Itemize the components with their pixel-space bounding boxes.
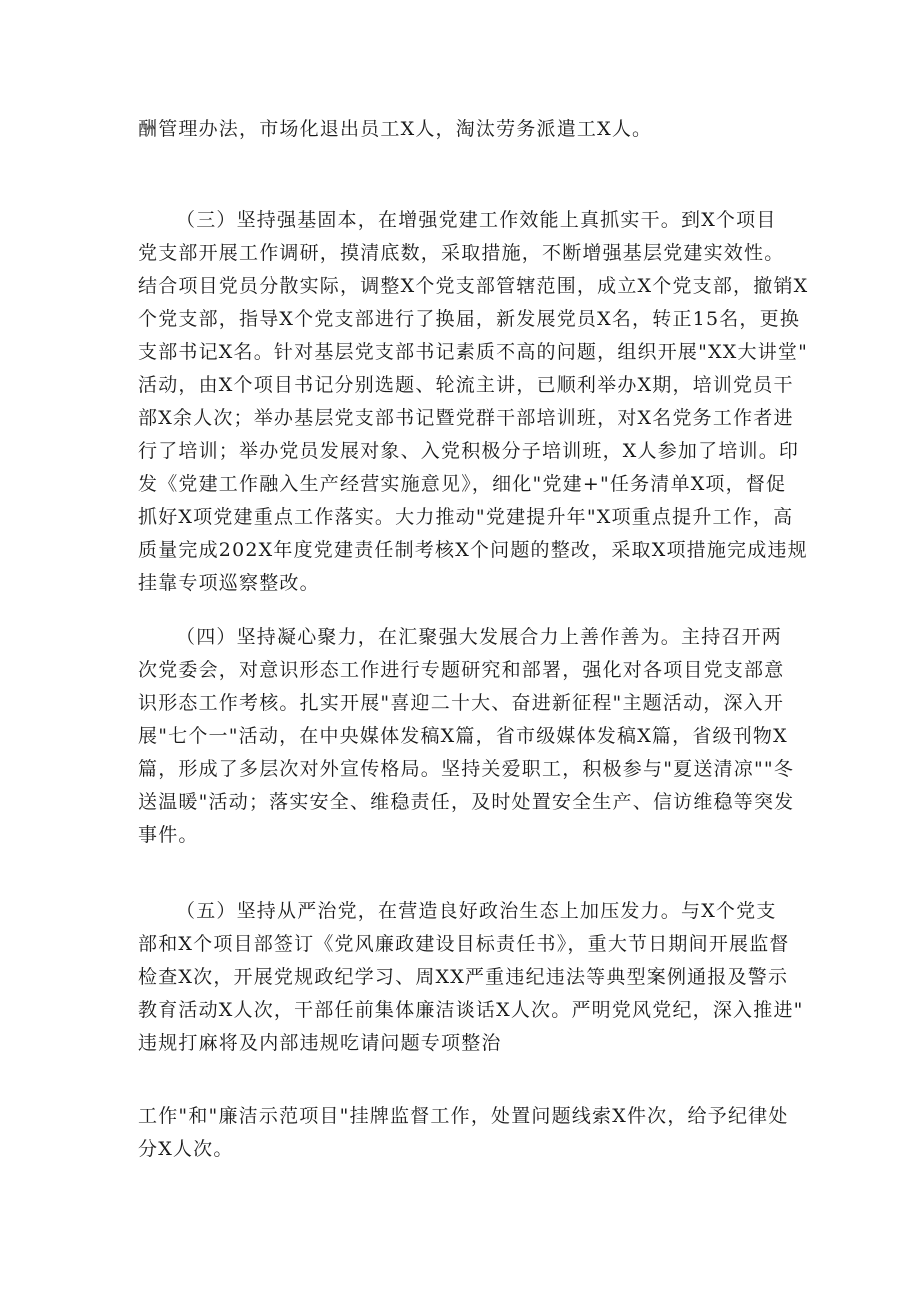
text-line: 结合项目党员分散实际，调整X个党支部管辖范围，成立X个党支部，撤销X: [138, 275, 809, 297]
text-line: 党支部开展工作调研，摸清底数，采取措施，不断增强基层党建实效性。: [138, 242, 785, 264]
text-line: 教育活动X人次，干部任前集体廉洁谈话X人次。严明党风党纪，深入推进": [138, 999, 804, 1021]
paragraph-section-5: [138, 895, 804, 1060]
text-line: 部和X个项目部签订《党风廉政建设目标责任书》，重大节日期间开展监督: [138, 933, 790, 955]
text-line: 个党支部，指导X个党支部进行了换届，新发展党员X名，转正15名，更换: [138, 308, 801, 330]
text-line: （四）坚持凝心聚力，在汇聚强大发展合力上善作善为。主持召开两: [176, 626, 783, 648]
text-line: 部X余人次；举办基层党支部书记暨党群干部培训班，对X名党务工作者进: [138, 407, 794, 429]
text-line: 篇，形成了多层次对外宣传格局。坚持关爱职工，积极参与"夏送清凉""冬: [138, 758, 795, 780]
text-line: 质量完成202X年度党建责任制考核X个问题的整改，采取X项措施完成违规: [138, 539, 808, 561]
text-line: 次党委会，对意识形态工作进行专题研究和部署，强化对各项目党支部意: [138, 659, 785, 681]
text-line: 行了培训；举办党员发展对象、入党积极分子培训班，X人参加了培训。印: [138, 440, 800, 462]
text-line: 展"七个一"活动，在中央媒体发稿X篇，省市级媒体发稿X篇，省级刊物X: [138, 725, 788, 747]
paragraph-section-4: [138, 621, 793, 852]
text-line: 送温暖"活动；落实安全、维稳责任，及时处置安全生产、信访维稳等突发: [138, 791, 795, 813]
text-line: 活动，由X个项目书记分别选题、轮流主讲，已顺利举办X期，培训党员干: [138, 374, 794, 396]
text-line: 抓好X项党建重点工作落实。大力推动"党建提升年"X项重点提升工作，高: [138, 506, 794, 528]
paragraph-continuation: [138, 113, 793, 146]
text-line: 违规打麻将及内部违规吃请问题专项整治: [138, 1032, 502, 1054]
text-line: 事件。: [138, 824, 199, 846]
paragraph-section-5-continued: [138, 1100, 793, 1166]
text-line: 酬管理办法，市场化退出员工X人，淘汰劳务派遣工X人。: [138, 118, 653, 140]
text-line: 挂靠专项巡察整改。: [138, 572, 320, 594]
text-line: 识形态工作考核。扎实开展"喜迎二十大、奋进新征程"主题活动，深入开: [138, 692, 785, 714]
paragraph-section-3: [138, 204, 809, 600]
text-line: 分X人次。: [138, 1138, 234, 1160]
text-line: （五）坚持从严治党，在营造良好政治生态上加压发力。与X个党支: [176, 900, 777, 922]
text-line: （三）坚持强基固本，在增强党建工作效能上真抓实干。到X个项目: [176, 209, 777, 231]
text-line: 支部书记X名。针对基层党支部书记素质不高的问题，组织开展"XX大讲堂": [138, 341, 809, 363]
text-line: 工作"和"廉洁示范项目"挂牌监督工作，处置问题线索X件次，给予纪律处: [138, 1105, 789, 1127]
text-line: 发《党建工作融入生产经营实施意见》，细化"党建+"任务清单X项，督促: [138, 473, 787, 495]
text-line: 检查X次，开展党规政纪学习、周XX严重违纪违法等典型案例通报及警示: [138, 966, 789, 988]
